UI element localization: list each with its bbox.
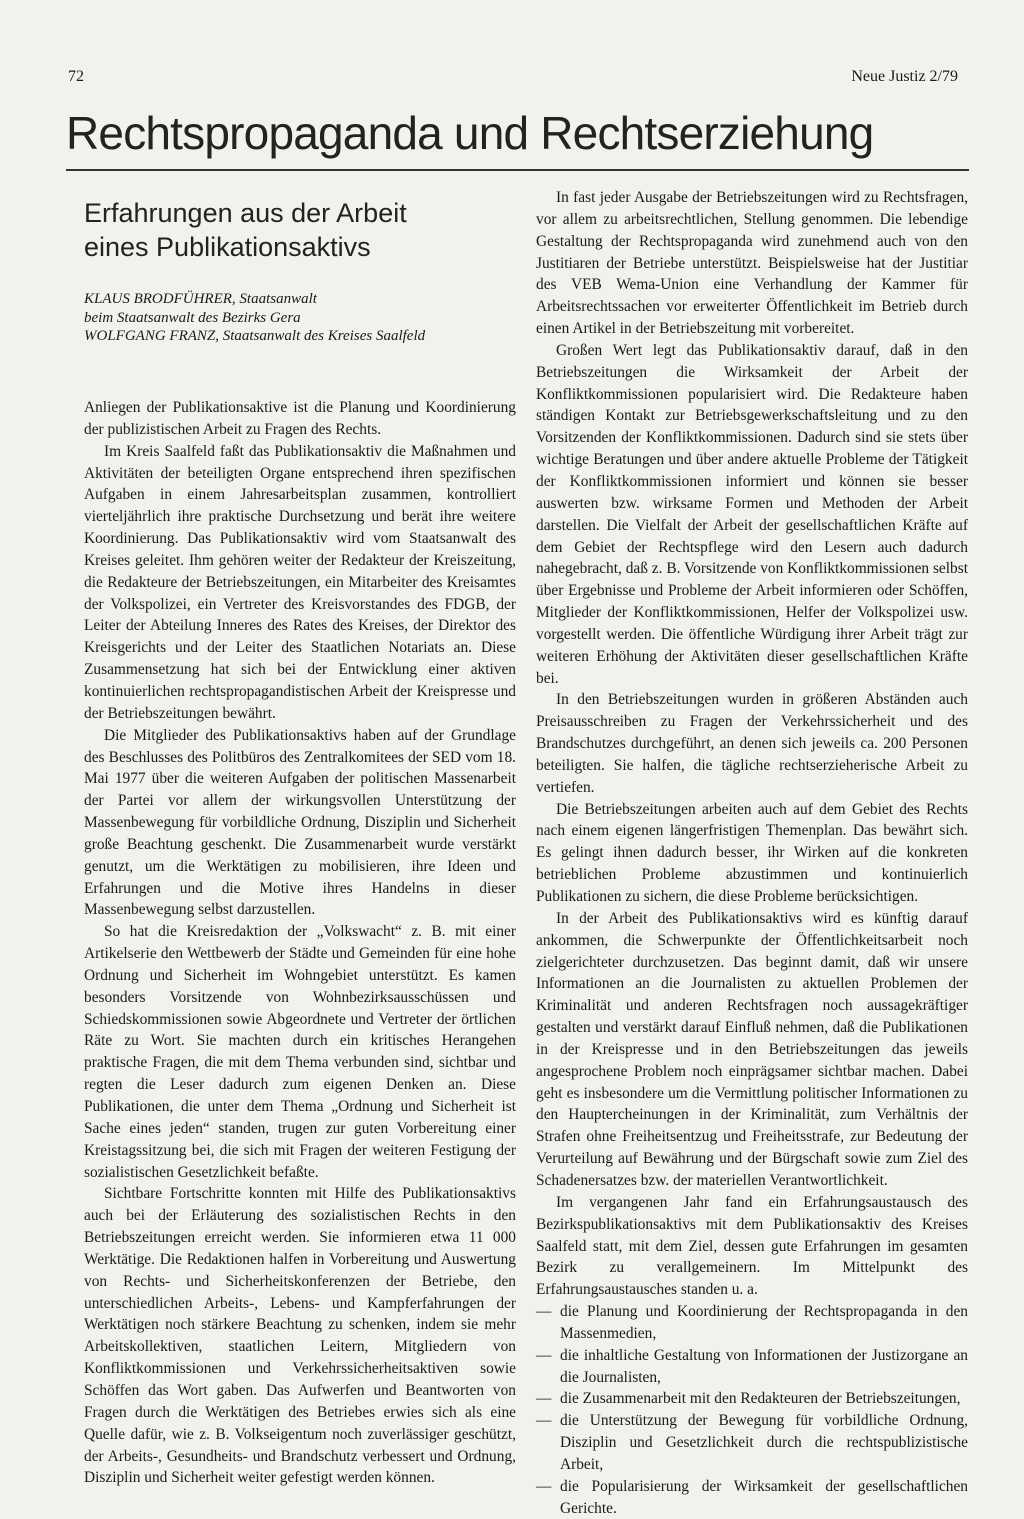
paragraph: In der Arbeit des Publikationsaktivs wird es künftig darauf ankommen, die Schwerpunkte der Öffentlichkeitsarbeit noch zielgerichteter durchzusetzen. Das beginnt damit, daß wir unsere Informationen an die Journalisten zu aktuellen Problemen der Kriminalität und anderen Rechtsfragen noch aussagekräftiger gestalten und verstärkt darauf Einfluß nehmen, daß die Publikationen in der Kreispresse und in den Betriebszeitungen das jeweils angesprochene Problem noch einprägsamer sichtbar machen. Dabei geht es insbesondere um die Vermittlung politischer Informationen zu den Hauptercheinungen in der Kriminalität, zum Verhältnis der Strafen ohne Freiheitsentzug und Freiheitsstrafe, zur Bedeutung der Verurteilung auf Bewährung und der Bürgschaft sowie zum Ziel des Schadenersatzes bzw. der materiellen Verantwortlichkeit. — [536, 909, 968, 1189]
paragraph: Die Betriebszeitungen arbeiten auch auf dem Gebiet des Rechts nach einem eigenen längerfristigen Themenplan. Das bewährt sich. Es gelingt ihnen dadurch besser, ihr Wirken auf die konkreten betrieblichen Probleme abzustimmen und kontinuierlich Publikationen zu sichern, die diese Probleme berücksichtigen. — [536, 800, 968, 905]
paragraph: Im Kreis Saalfeld faßt das Publikationsaktiv die Maßnahmen und Aktivitäten der beteiligten Organe entsprechend ihren spezifischen Aufgaben in einem Jahresarbeitsplan zusammen, kontrolliert vierteljährlich ihre praktische Durchsetzung und berät ihre weitere Koordinierung. Das Publikationsaktiv wird vom Staatsanwalt des Kreises geleitet. Ihm gehören weiter der Redakteur der Kreiszeitung, die Redakteure der Betriebszeitungen, ein Mitarbeiter des Kreisamtes der Volkspolizei, ein Vertreter des Kreisvorstandes des FDGB, der Leiter der Abteilung Inneres des Rates des Kreises, der Direktor des Kreisgerichts und der Leiter des Staatlichen Notariats an. Diese Zusammensetzung hat sich bei der Entwicklung einer aktiven kontinuierlichen rechtspropagandistischen Arbeit der Kreispresse und der Betriebszeitungen bewährt. — [84, 442, 516, 722]
author-line: KLAUS BRODFÜHRER, Staatsanwalt — [84, 291, 317, 307]
article-title — [84, 196, 514, 264]
author-line: WOLFGANG FRANZ, Staatsanwalt des Kreises Saalfeld — [84, 328, 426, 344]
paragraph: So hat die Kreisredaktion der „Volkswacht“ z. B. mit einer Artikelserie den Wettbewerb der Städte und Gemeinden für eine hohe Ordnung und Sicherheit im Wohngebiet unterstützt. Es kamen besonders Vorsitzende von Wohnbezirksausschüssen und Schiedskommissionen sowie Abgeordnete und Vertreter der örtlichen Räte zu Wort. Sie machten durch ein kritisches Herangehen praktische Fragen, die mit dem Thema verbunden sind, sichtbar und regten die Leser dadurch zum eigenen Denken an. Diese Publikationen, die unter dem Thema „Ordnung und Sicherheit ist Sache eines jeden“ standen, trugen zur guten Vorbereitung einer Kreistagssitzung bei, die sich mit Fragen der weiteren Festigung der sozialistischen Gesetzlichkeit befaßte. — [84, 923, 516, 1181]
journal-reference: Neue Justiz 2/79 — [851, 68, 958, 85]
paragraph: Großen Wert legt das Publikationsaktiv darauf, daß in den Betriebszeitungen die Wirksamkeit der Arbeit der Konfliktkommissionen popularisiert wird. Die Redakteure haben ständigen Kontakt zur Betriebsgewerkschaftsleitung und zu den Vorsitzenden der Konfliktkommissionen. Dadurch sind sie stets über wichtige Beratungen und über andere aktuelle Probleme der Tätigkeit der Konfliktkommissionen informiert und können sie besser auswerten bzw. wirksame Formen und Methoden der Arbeit darstellen. Die Vielfalt der Arbeit der gesellschaftlichen Kräfte auf dem Gebiet der Rechtspflege wird den Lesern auch dadurch nahegebracht, daß z. B. Vorsitzende von Konfliktkommissionen selbst über Ergebnisse und Probleme der Arbeit informieren oder Schöffen, Mitglieder der Konfliktkommissionen, Helfer der Volkspolizei usw. vorgestellt werden. Die öffentliche Würdigung ihrer Arbeit trägt zur weiteren Erhöhung der Aktivitäten dieser gesellschaftlichen Kräfte bei. — [536, 341, 969, 687]
paragraph: Im vergangenen Jahr fand ein Erfahrungsaustausch des Bezirkspublikationsaktivs mit dem Publikationsaktiv des Kreises Saalfeld statt, mit dem Ziel, dessen gute Erfahrungen im gesamten Bezirk zu verallgemeinern. Im Mittelpunkt des Erfahrungsaustausches standen u. a. — [536, 1193, 968, 1299]
list-item: — die Zusammenarbeit mit den Redakteuren der Betriebszeitungen, — [536, 1388, 968, 1410]
paragraph: In fast jeder Ausgabe der Betriebszeitungen wird zu Rechtsfragen, vor allem zu arbeitsrechtlichen, Stellung genommen. Die lebendige Gestaltung der Rechtspropaganda wird zunehmend auch von den Justitiaren der Betriebe unterstützt. Beispielsweise hat der Justitiar des VEB Wema-Union eine Verhandlung der Kammer für Arbeitsrechtssachen vor erweiterter Öffentlichkeit im Betrieb durch einen Artikel in der Betriebszeitung mit vorbereitet. — [536, 189, 968, 338]
page-number: 72 — [68, 68, 84, 85]
list-item: — die Planung und Koordinierung der Rechtspropaganda in den Massenmedien, — [536, 1301, 968, 1345]
page-header — [68, 68, 958, 94]
author-byline — [84, 290, 524, 346]
right-column — [536, 187, 968, 1519]
left-column — [84, 397, 516, 1489]
section-divider — [66, 169, 969, 171]
list-item: — die inhaltliche Gestaltung von Informationen der Justizorgane an die Journalisten, — [536, 1345, 968, 1389]
article-title-line: Erfahrungen aus der Arbeit — [84, 198, 407, 228]
list-item: — die Popularisierung der Wirksamkeit der gesellschaftlichen Gerichte. — [536, 1476, 968, 1519]
section-title: Rechtspropaganda und Rechtserziehung — [66, 107, 874, 159]
author-line: beim Staatsanwalt des Bezirks Gera — [84, 309, 301, 326]
paragraph: In den Betriebszeitungen wurden in größeren Abständen auch Preisausschreiben zu Fragen der Verkehrssicherheit und des Brandschutzes durchgeführt, an denen sich jeweils ca. 200 Personen beteiligten. Sie halfen, die tägliche rechtserzieherische Arbeit zu vertiefen. — [536, 691, 968, 796]
list-item: — die Unterstützung der Bewegung für vorbildliche Ordnung, Disziplin und Gesetzlichkeit durch die rechtspublizistische Arbeit, — [536, 1410, 968, 1476]
article-title-line: eines Publikationsaktivs — [84, 232, 371, 262]
topic-list — [536, 1301, 968, 1519]
paragraph: Sichtbare Fortschritte konnten mit Hilfe des Publikationsaktivs auch bei der Erläuterung des sozialistischen Rechts in den Betriebszeitungen erreicht werden. Sie informieren etwa 11 000 Werktätige. Die Redaktionen halfen in Vorbereitung und Auswertung von Rechts- und Sicherheitskonferenzen der Betriebe, den unterschiedlichen Arbeits-, Lebens- und Kampferfahrungen der Werktätigen noch stärkere Beachtung zu schenken, indem sie mehr Arbeitskollektiven, staatlichen Leitern, Mitgliedern von Konfliktkommissionen und Verkehrssicherheitsaktiven sowie Schöffen das Wort gaben. Das Aufwerfen und Beantworten von Fragen durch die Werktätigen des Betriebes erwies sich als eine Quelle dafür, wie z. B. Volkseigentum noch zuverlässiger geschützt, der Arbeits-, Gesundheits- und Brandschutz verbessert und Ordnung, Disziplin und Sicherheit weiter gefestigt werden können. — [84, 1185, 516, 1487]
paragraph: Die Mitglieder des Publikationsaktivs haben auf der Grundlage des Beschlusses des Politbüros des Zentralkomitees der SED vom 18. Mai 1977 über die weiteren Aufgaben der politischen Massenarbeit der Partei vor allem der wirkungsvollen Unterstützung der Massenbewegung für vorbildliche Ordnung, Disziplin und Sicherheit große Beachtung geschenkt. Die Zusammenarbeit wurde verstärkt genutzt, um die Werktätigen zu mobilisieren, ihre Ideen und Erfahrungen und die Motive ihres Handelns in dieser Massenbewegung selbst darzustellen. — [84, 726, 516, 919]
paragraph: Anliegen der Publikationsaktive ist die Planung und Koordinierung der publizistischen Arbeit zu Fragen des Rechts. — [84, 399, 516, 438]
